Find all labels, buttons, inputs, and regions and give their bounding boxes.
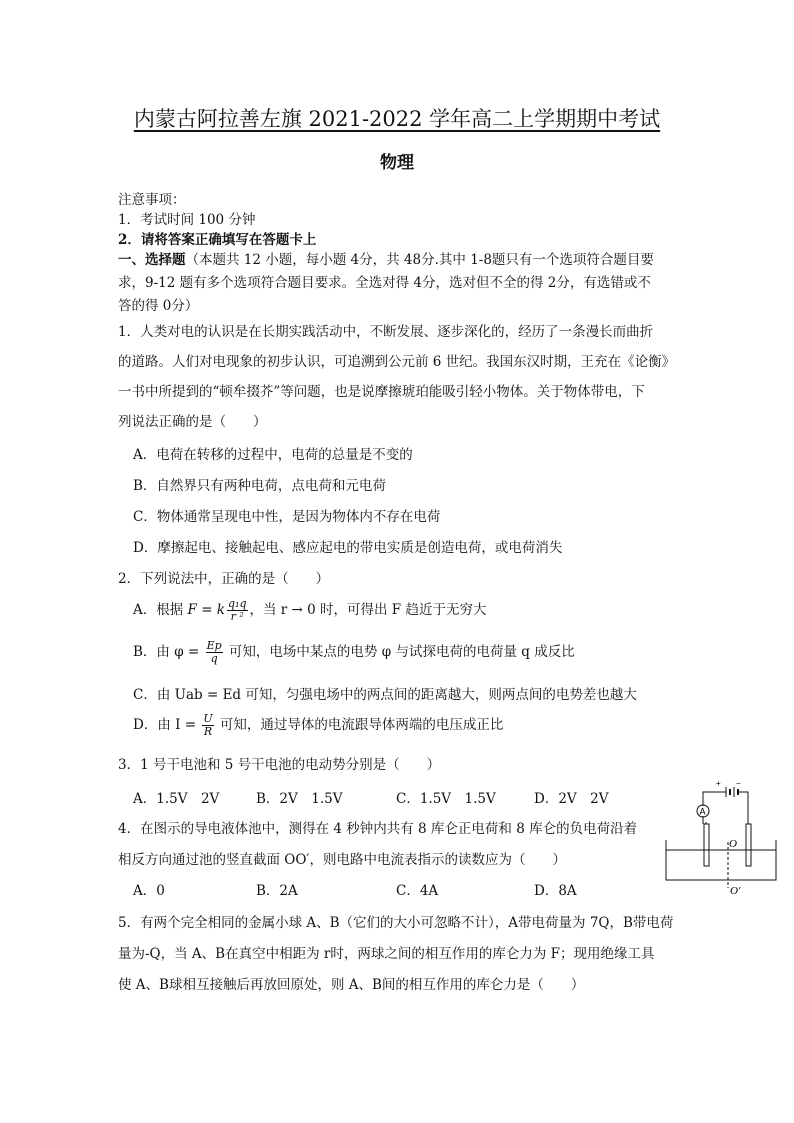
q1-option-a: A．电荷在转移的过程中，电荷的总量是不变的 <box>133 447 413 463</box>
q2-d-fraction <box>202 713 213 738</box>
q2-option-a <box>133 598 486 623</box>
tank-outline <box>666 840 776 880</box>
q1-option-b: B．自然界只有两种电荷，点电荷和元电荷 <box>133 478 386 494</box>
top-right-wire <box>738 792 748 824</box>
q3-stem: 3．1 号干电池和 5 号干电池的电动势分别是（ ） <box>118 757 441 773</box>
section1-desc-1: （本题共 12 小题，每小题 4分，共 48分.其中 1-8题只有一个选项符合题目要 <box>185 252 654 268</box>
note-item-2: 2．请将答案正确填写在答题卡上 <box>118 232 317 248</box>
q2-d-denominator: R <box>203 725 213 738</box>
electrolyte-tank-diagram <box>664 780 782 898</box>
q5-stem-line3: 使 A、B球相互接触后再放回原处，则 A、B间的相互作用的库仑力是（ ） <box>118 977 585 993</box>
label-o: O <box>729 838 737 850</box>
q5-stem-line1: 5．有两个完全相同的金属小球 A、B（它们的大小可忽略不计），A带电荷量为 7Q，B带电荷 <box>118 915 674 931</box>
q2-a-prefix: A．根据 <box>133 602 188 618</box>
battery-minus-sign: − <box>736 780 741 788</box>
q3-option-b: B．2V 1.5V <box>256 791 343 807</box>
q2-b-suffix: 可知，电场中某点的电势 φ 与试探电荷的电荷量 q 成反比 <box>224 644 575 660</box>
q4-option-d: D．8A <box>534 883 577 899</box>
q3-option-a: A．1.5V 2V <box>133 791 220 807</box>
q1-option-d: D．摩擦起电、接触起电、感应起电的带电实质是创造电荷，或电荷消失 <box>133 540 563 556</box>
q2-a-denominator: r ² <box>230 610 244 623</box>
q1-stem-line3: 一书中所提到的“顿牟掇芥”等问题，也是说摩擦琥珀能吸引轻小物体。关于物体带电，下 <box>118 384 645 400</box>
q2-b-numerator: Ep <box>206 639 222 652</box>
left-electrode <box>704 824 709 866</box>
q1-stem-line1: 1．人类对电的认识是在长期实践活动中，不断发展、逐步深化的，经历了一条漫长而曲折 <box>118 324 654 340</box>
q5-stem-line2: 量为-Q，当 A、B在真空中相距为 r时，两球之间的相互作用的库仑力为 F；现用绝缘工具 <box>118 946 655 962</box>
q1-stem-line4: 列说法正确的是（ ） <box>118 414 267 430</box>
q3-option-d: D．2V 2V <box>534 791 609 807</box>
section1-label: 一、选择题 <box>118 252 186 268</box>
q2-b-fraction <box>206 640 223 665</box>
q2-d-numerator: U <box>203 712 213 725</box>
q3-option-c: C．1.5V 1.5V <box>396 791 496 807</box>
section1-intro-line1 <box>118 248 654 268</box>
subject-heading: 物理 <box>380 153 414 173</box>
notes-heading: 注意事项： <box>118 192 186 208</box>
q2-d-suffix: 可知，通过导体的电流跟导体两端的电压成正比 <box>215 717 504 733</box>
q1-option-c: C．物体通常呈现电中性，是因为物体内不存在电荷 <box>133 509 441 525</box>
q2-a-formula-left: F = k <box>187 602 225 618</box>
q4-option-a: A．0 <box>133 883 165 899</box>
q2-a-fraction <box>227 598 248 623</box>
q2-b-prefix: B．由 φ = <box>133 644 204 660</box>
q2-a-numerator: q₁q <box>228 597 247 610</box>
q2-a-suffix: ，当 r → 0 时，可得出 F 趋近于无穷大 <box>249 602 487 618</box>
note-item-1: 1．考试时间 100 分钟 <box>118 212 256 228</box>
q2-option-b <box>133 640 575 665</box>
q4-option-c: C．4A <box>396 883 439 899</box>
section1-desc-3: 答的得 0分） <box>118 298 199 314</box>
page-title: 内蒙古阿拉善左旗 2021-2022 学年高二上学期期中考试 <box>133 107 661 131</box>
q1-stem-line2: 的道路。人们对电现象的初步认识，可追溯到公元前 6 世纪。我国东汉时期，王充在《论衡》 <box>118 354 676 370</box>
q4-option-b: B．2A <box>256 883 298 899</box>
q4-stem-line1: 4．在图示的导电液体池中，测得在 4 秒钟内共有 8 库仑正电荷和 8 库仑的负电荷沿着 <box>118 821 638 837</box>
top-left-wire <box>703 792 722 806</box>
q2-option-d <box>133 713 503 738</box>
ammeter-label: A <box>699 806 706 817</box>
label-o-prime: O′ <box>730 885 741 897</box>
q2-stem: 2．下列说法中，正确的是（ ） <box>118 571 330 587</box>
q2-option-c: C．由 Uab = Ed 可知，匀强电场中的两点间的距离越大，则两点间的电势差也越大 <box>133 687 637 703</box>
battery-plus-sign: + <box>716 780 721 788</box>
q2-d-prefix: D．由 I = <box>133 717 201 733</box>
q4-stem-line2: 相反方向通过池的竖直截面 OO′，则电路中电流表指示的读数应为（ ） <box>118 852 566 868</box>
right-electrode <box>746 824 751 866</box>
q2-b-denominator: q <box>210 652 218 665</box>
section1-desc-2: 求，9-12 题有多个选项符合题目要求。全选对得 4分，选对但不全的得 2分，有选错或不 <box>118 275 651 291</box>
